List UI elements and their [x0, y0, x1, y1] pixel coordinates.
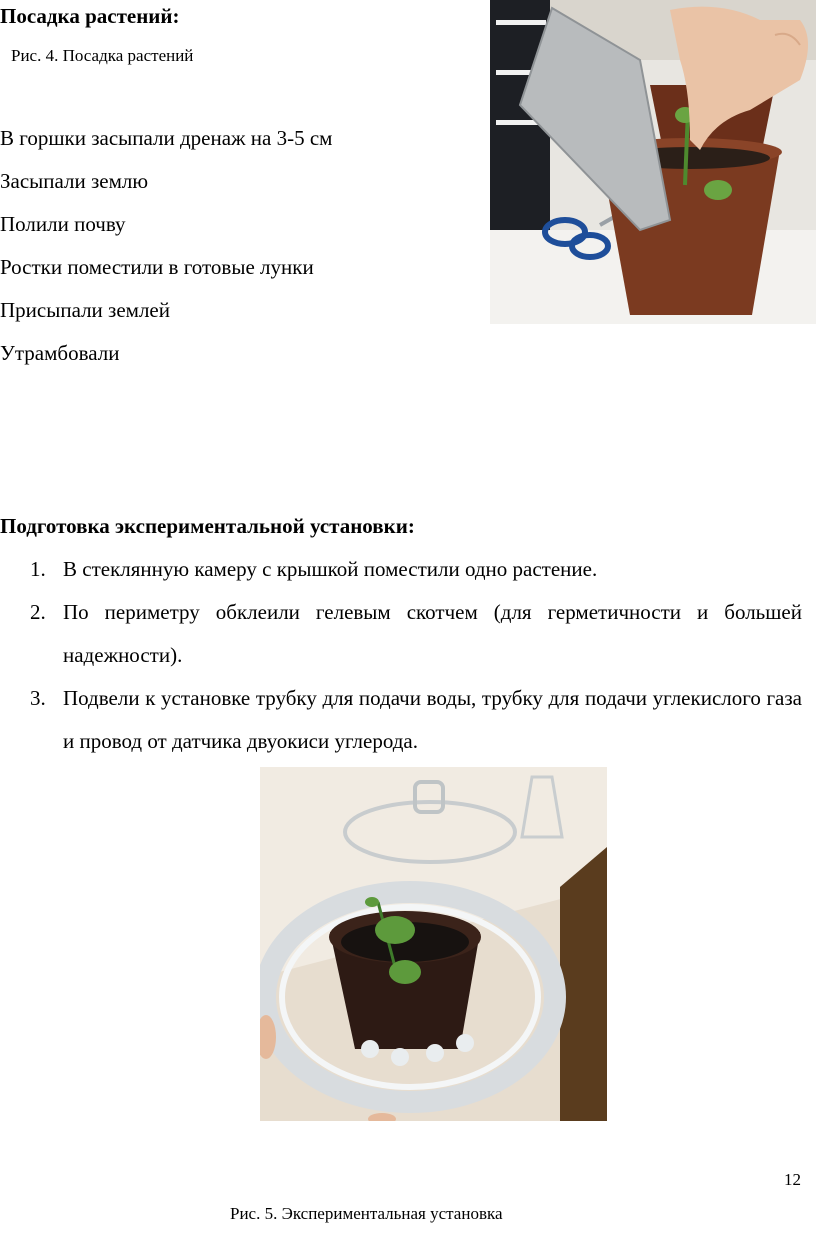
section-heading-setup: Подготовка экспериментальной установки:: [0, 514, 415, 538]
section-heading-planting: Посадка растений:: [0, 4, 180, 28]
list-item: [30, 591, 802, 677]
experimental-setup-photo: [260, 767, 607, 1121]
planting-step: Полили почву: [0, 212, 126, 236]
planting-step: Ростки поместили в готовые лунки: [0, 255, 314, 279]
list-item-text: По периметру обклеили гелевым скотчем (для герметичности и большей надежности).: [63, 600, 802, 667]
page-number: 12: [784, 1170, 801, 1189]
planting-step: В горшки засыпали дренаж на 3-5 см: [0, 126, 333, 150]
list-item: [30, 548, 802, 591]
planting-step: Присыпали землей: [0, 298, 170, 322]
figure-caption-5: Рис. 5. Экспериментальная установка: [230, 1204, 503, 1223]
planting-photo: [490, 0, 816, 324]
list-number: 1.: [30, 557, 46, 581]
list-item-text: Подвели к установке трубку для подачи воды, трубку для подачи углекислого газа и провод от датчика двуокиси углерода.: [63, 686, 802, 753]
setup-steps-list: [30, 548, 802, 763]
list-number: 3.: [30, 686, 46, 710]
list-number: 2.: [30, 600, 46, 624]
figure-caption-4: Рис. 4. Посадка растений: [11, 46, 194, 65]
planting-step: Утрамбовали: [0, 341, 120, 365]
list-item-text: В стеклянную камеру с крышкой поместили одно растение.: [63, 557, 598, 581]
list-item: [30, 677, 802, 763]
planting-step: Засыпали землю: [0, 169, 149, 193]
